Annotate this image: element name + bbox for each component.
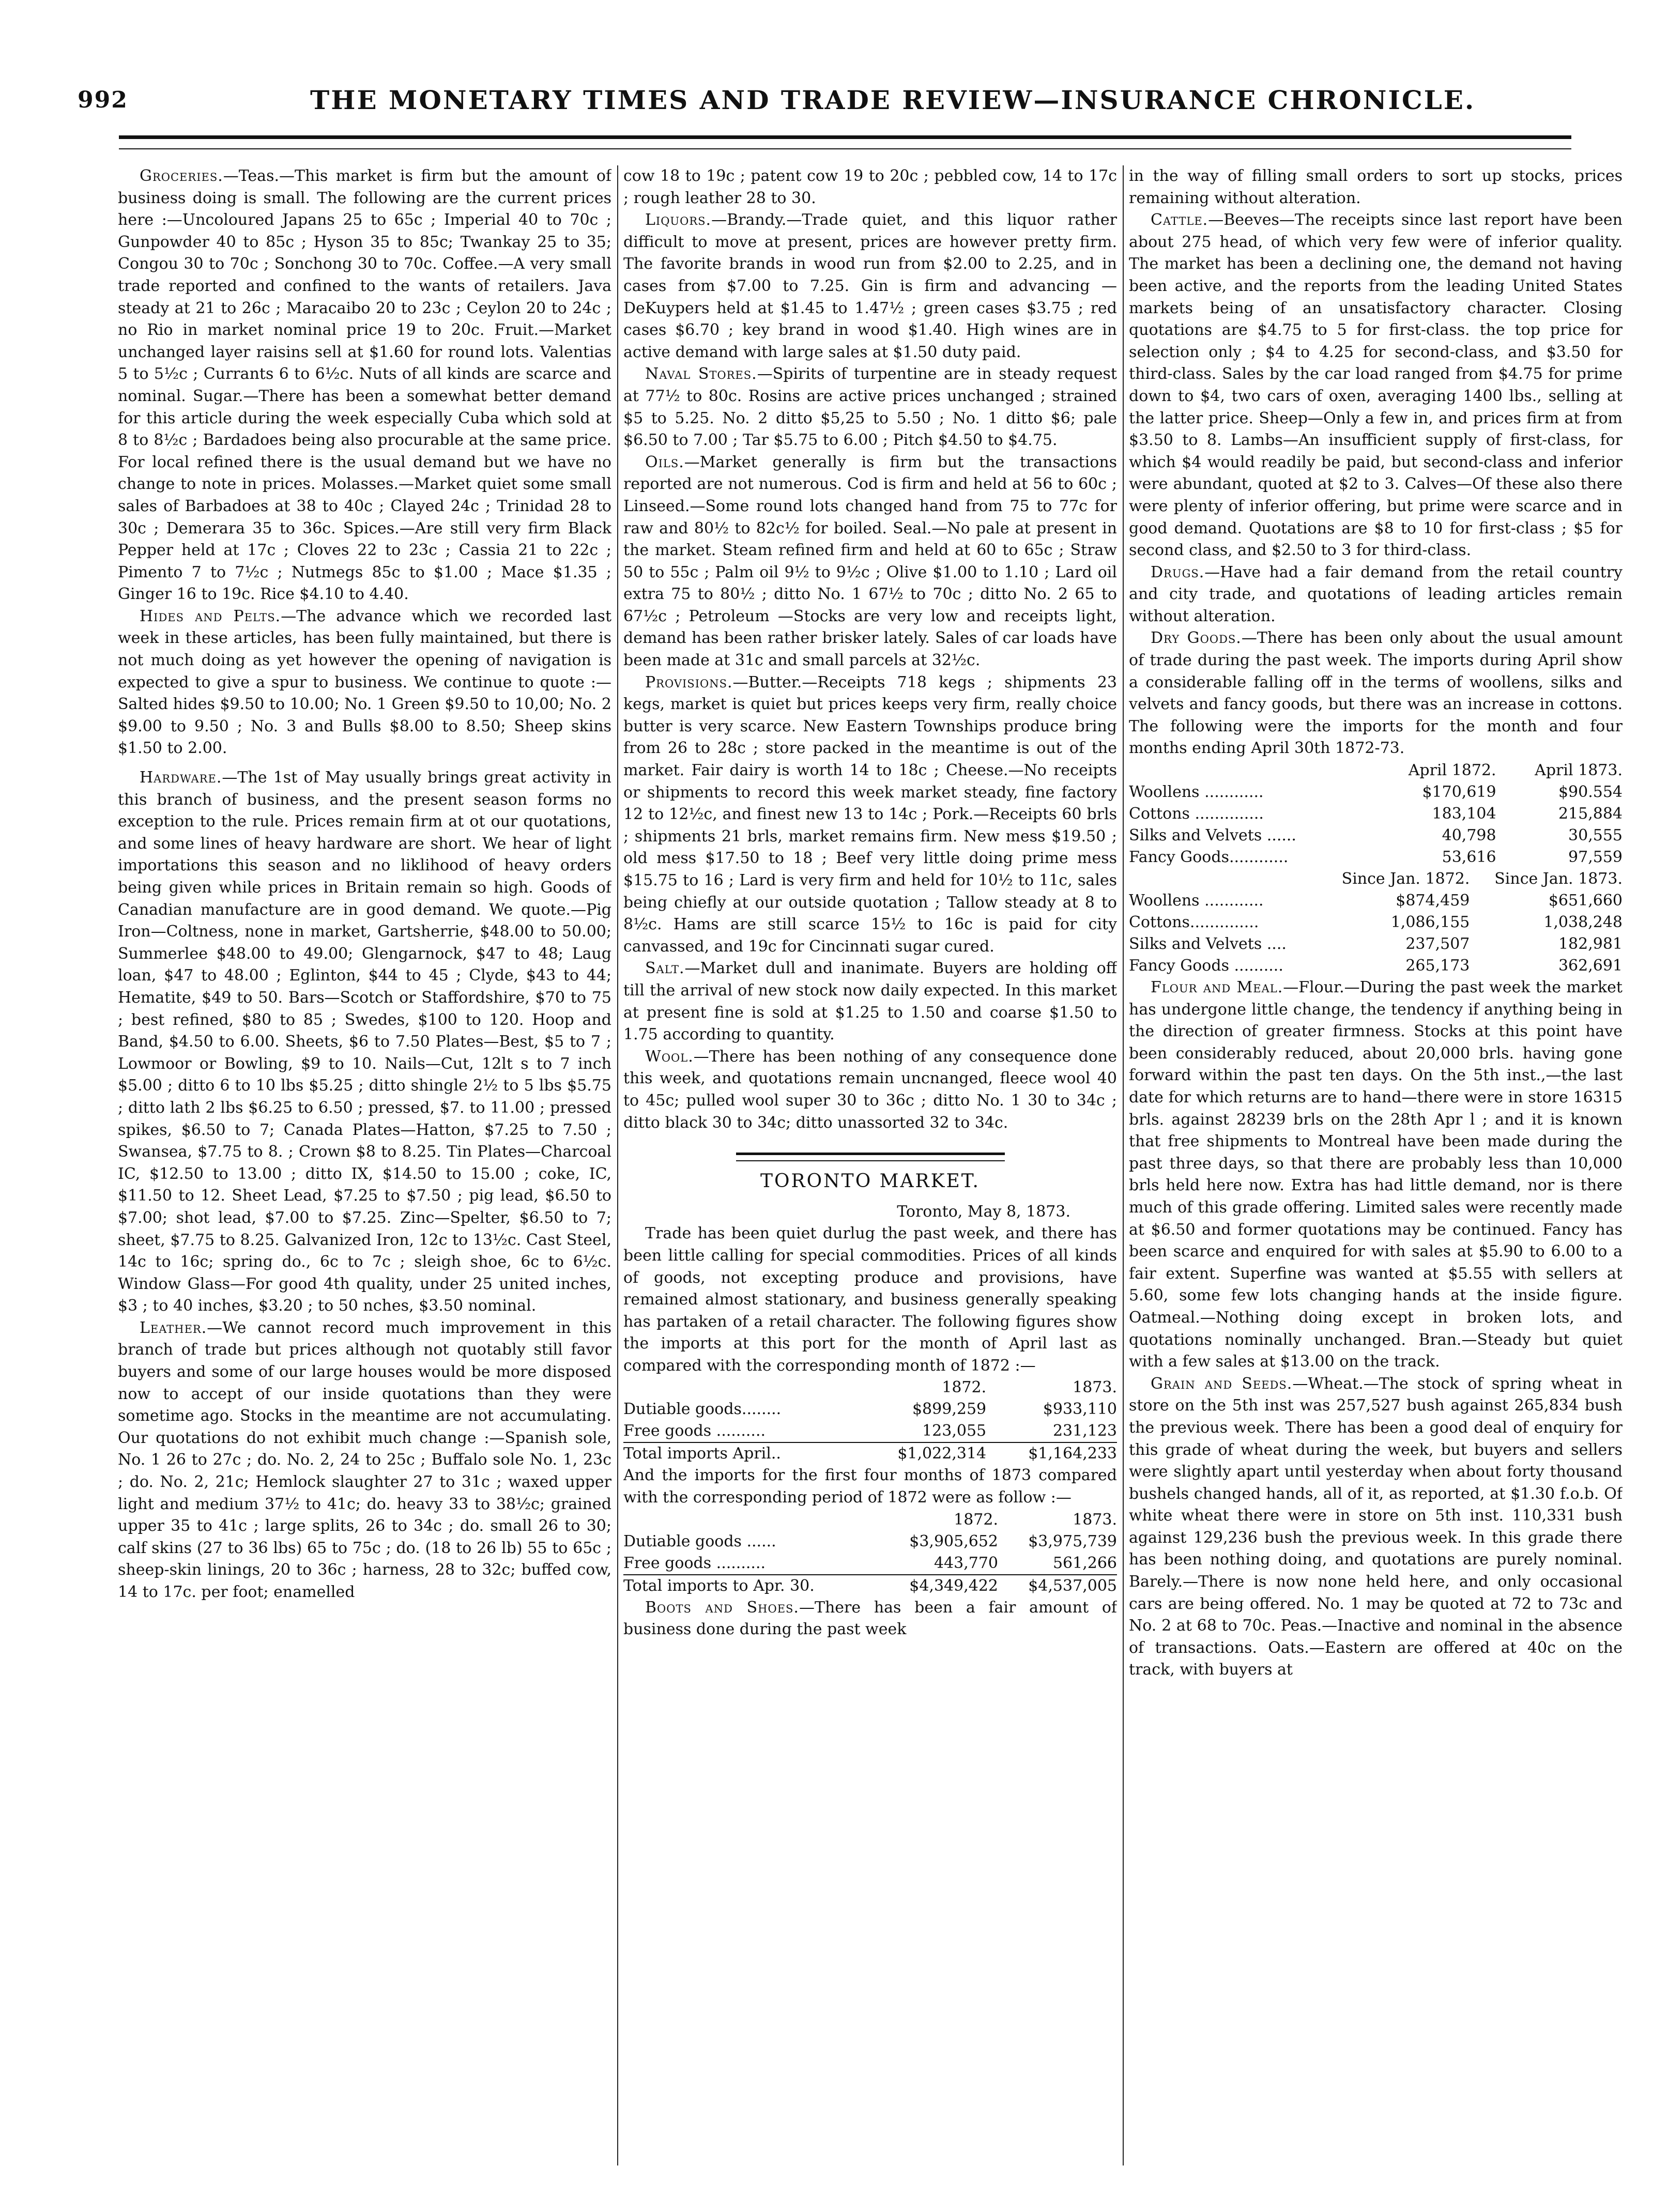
cell-value: $3,905,652	[909, 1532, 999, 1550]
table-row	[623, 1553, 1117, 1575]
dry-goods-paragraph	[1129, 627, 1623, 760]
year-header: 1872.	[942, 1378, 987, 1397]
leather-paragraph	[118, 1317, 611, 1604]
salt-paragraph	[623, 958, 1117, 1046]
drugs-label: Drugs.	[1151, 563, 1205, 581]
naval-stores-paragraph	[623, 363, 1117, 451]
hides-paragraph	[118, 606, 611, 760]
table-row	[1129, 890, 1623, 912]
column-2	[623, 165, 1117, 2165]
row-label: Total imports to Apr. 30.	[623, 1575, 879, 1597]
year-header: 1873.	[1073, 1510, 1117, 1529]
groceries-text: —Teas.—This market is firm but the amount of business doing is small. The following are the current prices here :—Uncoloured Japans 25 to 65c ; Imperial 40 to 70c ; Gunpowder 40 to 85c ; Hyson 35 to 85c; Twankay 25 to 35; Congou 30 to 70c ; Sonchong 30 to 70c. Coffee.—A very small trade reported and confined to the wants of retailers. Java steady at 21 to 26c ; Maracaibo 20 to 23c ; Ceylon 20 to 24c ; no Rio in market nominal price 19 to 20c. Fruit.—Market unchanged layer raisins sell at $1.60 for round lots. Valentias 5 to 5½c ; Currants 6 to 6½c. Nuts of all kinds are scarce and nominal. Sugar.—There has been a somewhat better demand for this article during the week especially Cuba which sold at 8 to 8½c ; Bardadoes being also procurable at the same price. For local refined there is the usual demand but we have no change to note in prices. Molasses.—Market quiet some small sales of Barbadoes at 38 to 40c ; Clayed 24c ; Trinidad 28 to 30c ; Demerara 35 to 36c. Spices.—Are still very firm Black Pepper held at 17c ; Cloves 22 to 23c ; Cassia 21 to 22c ; Pimento 7 to 7½c ; Nutmegs 85c to $1.00 ; Mace $1.35 ; Ginger 16 to 19c. Rice $4.10 to 4.40.	[118, 167, 611, 604]
row-label: Dutiable goods ......	[623, 1532, 776, 1550]
cell-value: $3,975,739	[1028, 1532, 1117, 1550]
table-row	[1129, 955, 1623, 977]
toronto-intro: Trade has been quiet durlug the past week, and there has been little calling for special commodities. Prices of all kinds of goods, not excepting produce and provisions, have remained almost stationary, and business generally speaking has partaken of a retail character. The following figures show the imports at this port for the month of April last as compared with the corresponding month of 1872 :—	[623, 1224, 1117, 1375]
cell-value: $4,349,422	[879, 1575, 998, 1597]
column-header: Since Jan. 1873.	[1494, 870, 1623, 888]
cell-value: $4,537,005	[998, 1575, 1117, 1597]
total-row	[623, 1575, 1117, 1597]
page-number: 992	[78, 87, 128, 113]
cell-value: $899,259	[912, 1400, 987, 1419]
cell-value: 30,555	[1568, 826, 1623, 845]
leather-continued: cow 18 to 19c ; patent cow 19 to 20c ; pebbled cow, 14 to 17c ; rough leather 28 to 30.	[623, 167, 1117, 207]
leather-label: Leather.	[140, 1318, 207, 1337]
cell-value: 443,770	[934, 1554, 999, 1572]
groceries-label: Groceries.	[140, 167, 223, 185]
row-label: Silks and Velvets ....	[1129, 935, 1287, 954]
dry-goods-april-table	[1129, 760, 1623, 868]
year-header: 1872.	[954, 1510, 999, 1529]
table-row	[1129, 803, 1623, 825]
dry-goods-text: —There has been only about the usual amount of trade during the past week. The imports during April show a considerable falling off in the terms of woollens, silks and velvets and fancy goods, but there was an increase in cottons. The following were the imports for the month and four months ending April 30th 1872-73.	[1129, 629, 1623, 758]
table-row	[623, 1420, 1117, 1442]
column-divider	[1123, 165, 1124, 2165]
cattle-text: —Beeves—The receipts since last report have been about 275 head, of which very few were of inferior quality. The market has been a declining one, the demand not having been active, and the reports from the leading United States markets being of an unsatisfactory character. Closing quotations are $4.75 to 5 for first-class. the top price for selection only ; $4 to 4.25 for second-class, and $3.50 for third-class. Sales by the car load ranged from $4.75 for prime down to $4, two cars of oxen, averaging 1400 lbs., selling at the latter price. Sheep—Only a few in, and prices firm at from $3.50 to 8. Lambs—An insufficient supply of first-class, for which $4 would readily be paid, but second-class and inferior were abundant, quoted at $2 to 3. Calves—Of these also there were plenty of inferior offering, but prime were scarce and in good demand. Quotations are $8 to 10 for first-class ; $5 for second class, and $2.50 to 3 for third-class.	[1129, 211, 1623, 560]
cell-value: $170,619	[1422, 783, 1496, 802]
total-row	[623, 1442, 1117, 1465]
boots-continued: in the way of filling small orders to sort up stocks, prices remaining without alteration.	[1129, 167, 1623, 207]
column-divider	[617, 165, 618, 2165]
hides-text: —The advance which we recorded last week in these articles, has been fully maintained, but there is not much doing as yet however the opening of navigation is expected to give a spur to business. We continue to quote :—Salted hides $9.50 to 10.00; No. 1 Green $9.50 to 10,00; No. 2 $9.00 to 9.50 ; No. 3 and Bulls $8.00 to 8.50; Sheep skins $1.50 to 2.00.	[118, 607, 611, 758]
cell-value: 1,038,248	[1543, 913, 1623, 932]
april-imports-table	[623, 1377, 1117, 1465]
cell-value: 231,123	[1052, 1422, 1117, 1440]
oils-paragraph	[623, 452, 1117, 672]
naval-stores-label: Naval Stores.	[645, 365, 757, 383]
drugs-text: —Have had a fair demand from the retail country and city trade, and quotations of leading articles remain without alteration.	[1129, 563, 1623, 625]
wool-text: —There has been nothing of any consequence done this week, and quotations remain uncnanged, fleece wool 40 to 45c; pulled wool super 30 to 36c ; ditto No. 1 30 to 34c ; ditto black 30 to 34c; ditto unassorted 32 to 34c.	[623, 1047, 1117, 1132]
row-label: Dutiable goods........	[623, 1400, 782, 1419]
hides-label: Hides and Pelts.	[140, 607, 281, 625]
row-label: Fancy Goods............	[1129, 848, 1289, 867]
hardware-label: Hardware.	[140, 769, 222, 787]
leather-text: —We cannot record much improvement in this branch of trade but prices although not quotably still favor buyers and some of our large houses would be more disposed now to accept of our inside quotations than they were sometime ago. Stocks in the meantime are not accumulating. Our quotations do not exhibit much change :—Spanish sole, No. 1 26 to 27c ; do. No. 2, 24 to 25c ; Buffalo sole No. 1, 23c ; do. No. 2, 21c; Hemlock slaughter 27 to 31c ; waxed upper light and medium 37½ to 41c; do. heavy 33 to 38½c; grained upper 35 to 41c ; large splits, 26 to 34c ; do. small 26 to 30; calf skins (27 to 36 lbs) 65 to 75c ; do. (18 to 26 lb) 55 to 65c ; sheep-skin linings, 20 to 36c ; harness, 28 to 32c; buffed cow, 14 to 17c. per foot; enamelled	[118, 1318, 611, 1601]
cell-value: 183,104	[1432, 805, 1496, 823]
hardware-text: —The 1st of May usually brings great activity in this branch of business, and the present season forms no exception to the rule. Prices remain firm at ot our quotations, and some lines of heavy hardware are short. We hear of light importations this season and no liklihood of heavy orders being given while prices in Britain remain so high. Goods of Canadian manufacture are in good demand. We quote.—Pig Iron—Coltness, none in market, Gartsherrie, $48.00 to 50.00; Summerlee $48.00 to 49.00; Glengarnock, $47 to 48; Laug loan, $47 to 48.00 ; Eglinton, $44 to 45 ; Clyde, $43 to 44; Hematite, $49 to 50. Bars—Scotch or Staffordshire, $70 to 75 ; best refined, $80 to 85 ; Swedes, $100 to 120. Hoop and Band, $4.50 to 6.00. Sheets, $6 to 7.50 Plates—Best, $5 to 7 ; Lowmoor or Bowling, $9 to 10. Nails—Cut, 12lt s to 7 inch $5.00 ; ditto 6 to 10 lbs $5.25 ; ditto shingle 2½ to 5 lbs $5.75 ; ditto lath 2 lbs $6.25 to 6.50 ; pressed, $7. to 11.00 ; pressed spikes, $6.50 to 7; Canada Plates—Hatton, $7.25 to 7.50 ; Swansea, $7.75 to 8. ; Crown $8 to 8.25. Tin Plates—Charcoal IC, $12.50 to 13.00 ; ditto IX, $14.50 to 15.00 ; coke, IC, $11.50 to 12. Sheet Lead, $7.25 to $7.50 ; pig lead, $6.50 to $7.00; shot lead, $7.00 to $7.25. Zinc—Spelter, $6.50 to 7; sheet, $7.75 to 8.25. Galvanized Iron, 12c to 13½c. Cast Steel, 14c to 16c; spring do., 6c to 7c ; sleigh shoe, 6c to 6½c. Window Glass—For good 4th quality, under 25 united inches, $3 ; to 40 inches, $3.20 ; to 50 nches, $3.50 nominal.	[118, 769, 611, 1315]
section-ornament	[736, 1153, 1005, 1161]
table-row	[1129, 912, 1623, 933]
provisions-text: —Butter.—Receipts 718 kegs ; shipments 23 kegs, market is quiet but prices keeps very firm, really choice butter is very scarce. New Eastern Townships produce bring from 26 to 28c ; store packed in the meantime is out of the market. Fair dairy is worth 14 to 18c ; Cheese.—No receipts or shipments to record this week market steady, fine factory 12 to 12½c, and finest new 13 to 14c ; Pork.—Receipts 60 brls ; shipments 21 brls, market remains firm. New mess $19.50 ; old mess $17.50 to 18 ; Beef very little doing prime mess $15.75 to 16 ; Lard is very firm and held for 10½ to 11c, sales being chiefly at our outside quotation ; Tallow steady at 8 to 8½c. Hams are still scarce 15½ to 16c is paid for city canvassed, and 19c for Cincinnati sugar cured.	[623, 673, 1117, 956]
cell-value: 237,507	[1405, 935, 1470, 954]
cell-value: 53,616	[1442, 848, 1496, 867]
column-1	[118, 165, 611, 2165]
provisions-label: Provisions.	[645, 673, 733, 692]
dry-goods-label: Dry Goods.	[1151, 629, 1242, 648]
liquors-paragraph	[623, 209, 1117, 363]
four-months-imports-table	[623, 1509, 1117, 1597]
table-row	[1129, 933, 1623, 955]
boots-text: —There has been a fair amount of business done during the past week	[623, 1598, 1117, 1639]
row-label: Total imports April..	[623, 1442, 855, 1465]
column-header: April 1872.	[1408, 761, 1496, 780]
table-row	[623, 1399, 1117, 1420]
cell-value: 182,981	[1558, 935, 1623, 954]
cattle-paragraph	[1129, 209, 1623, 562]
cell-value: $1,164,233	[986, 1442, 1117, 1465]
boots-paragraph	[623, 1597, 1117, 1641]
row-label: Cottons ..............	[1129, 805, 1264, 823]
header-rule	[119, 135, 1571, 149]
cell-value: 561,266	[1052, 1554, 1117, 1572]
column-3	[1129, 165, 1623, 2165]
column-header: April 1873.	[1535, 761, 1623, 780]
column-header: Since Jan. 1872.	[1341, 870, 1470, 888]
flour-label: Flour and Meal.	[1151, 978, 1283, 997]
salt-text: —Market dull and inanimate. Buyers are holding off till the arrival of new stock now daily expected. In this market at present fine is sold at $1.25 to 1.50 and coarse $1.50 to 1.75 according to quantity.	[623, 959, 1117, 1044]
toronto-market-heading: TORONTO MARKET.	[760, 1171, 980, 1192]
liquors-label: Liquors.	[645, 211, 712, 229]
oils-label: Oils.	[645, 453, 684, 471]
provisions-paragraph	[623, 672, 1117, 958]
cell-value: 97,559	[1568, 848, 1623, 867]
hardware-paragraph	[118, 767, 611, 1317]
cell-value: $933,110	[1043, 1400, 1117, 1419]
cell-value: $874,459	[1396, 892, 1470, 910]
salt-label: Salt.	[645, 959, 685, 978]
cell-value: 40,798	[1442, 826, 1496, 845]
cell-value: 123,055	[922, 1422, 987, 1440]
wool-label: Wool.	[645, 1047, 694, 1066]
cell-value: 362,691	[1558, 957, 1623, 975]
cattle-label: Cattle.	[1151, 211, 1208, 229]
row-label: Silks and Velvets ......	[1129, 826, 1296, 845]
grain-label: Grain and Seeds.	[1151, 1374, 1293, 1393]
table-row	[623, 1531, 1117, 1553]
cell-value: $1,022,314	[855, 1442, 986, 1465]
row-label: Woollens ............	[1129, 783, 1264, 802]
row-label: Free goods ..........	[623, 1554, 766, 1572]
grain-text: —Wheat.—The stock of spring wheat in store on the 5th inst was 257,527 bush against 265,834 bush the previous week. There has been a good deal of enquiry for this grade of wheat during the week, but buyers and sellers were slightly apart until yesterday when about forty thousand bushels changed hands, all of it, as reported, at $1.30 f.o.b. Of white wheat there were in store on 5th inst. 110,331 bush against 129,236 bush the previous week. In this grade there has been nothing doing, and quotations are purely nominal. Barely.—There is now none held here, and only occasional cars are being offered. No. 1 may be quoted at 72 to 73c and No. 2 at 68 to 70c. Peas.—Inactive and nominal in the absence of transactions. Oats.—Eastern are offered at 40c on the track, with buyers at	[1129, 1374, 1623, 1679]
flour-paragraph	[1129, 977, 1623, 1373]
table-row	[1129, 781, 1623, 803]
cell-value: 265,173	[1405, 957, 1470, 975]
row-label: Fancy Goods ..........	[1129, 957, 1283, 975]
cell-value: $651,660	[1548, 892, 1623, 910]
cell-value: $90.554	[1558, 783, 1623, 802]
flour-text: —Flour.—During the past week the market has undergone little change, the tendency if anything being in the direction of greater firmness. Stocks at this point have been considerably reduced, about 20,000 brls. having gone forward within the past ten days. On the 5th inst.,—the last date for which returns are to hand—there were in store 16315 brls. against 28239 brls on the 28th Apr l ; and it is known that free shipments to Montreal have been made during the past three days, so that there are probably less than 10,000 brls held here now. Extra has had little demand, nor is there much of this grade offering. Limited sales were recently made at $6.50 and former quotations may be continued. Fancy has been scarce and enquired for with sales at $5.90 to 6.00 to a fair extent. Superfine was wanted at $5.55 with sellers at 5.60, some few lots changing hands at the inside figure. Oatmeal.—Nothing doing except in broken lots, and quotations nominally unchanged. Bran.—Steady but quiet with a few sales at $13.00 on the track.	[1129, 978, 1623, 1371]
four-months-intro: And the imports for the first four months of 1873 compared with the corresponding period of 1872 were as follow :—	[623, 1466, 1117, 1507]
boots-label: Boots and Shoes.	[645, 1598, 799, 1617]
groceries-paragraph	[118, 165, 611, 606]
cell-value: 1,086,155	[1390, 913, 1470, 932]
naval-stores-text: —Spirits of turpentine are in steady request at 77½ to 80c. Rosins are active prices unchanged ; strained $5 to 5.25. No. 2 ditto $5,25 to 5.50 ; No. 1 ditto $6; pale $6.50 to 7.00 ; Tar $5.75 to 6.00 ; Pitch $4.50 to $4.75.	[623, 365, 1117, 450]
wool-paragraph	[623, 1046, 1117, 1134]
table-row	[1129, 825, 1623, 847]
toronto-dateline: Toronto, May 8, 1873.	[897, 1202, 1070, 1221]
year-header: 1873.	[1073, 1378, 1117, 1397]
table-row	[1129, 847, 1623, 868]
running-title: THE MONETARY TIMES AND TRADE REVIEW—INSURANCE CHRONICLE.	[310, 85, 1476, 115]
liquors-text: —Brandy.—Trade quiet, and this liquor rather difficult to move at present, prices are however pretty firm. The favorite brands in wood run from $2.00 to 2.25, and in cases from $7.00 to 7.25. Gin is firm and advancing —DeKuypers held at $1.45 to 1.47½ ; green cases $3.75 ; red cases $6.70 ; key brand in wood $1.40. High wines are in active demand with large sales at $1.50 duty paid.	[623, 211, 1117, 361]
row-label: Free goods ..........	[623, 1422, 766, 1440]
row-label: Woollens ............	[1129, 892, 1264, 910]
dry-goods-since-jan-table	[1129, 868, 1623, 977]
oils-text: —Market generally is firm but the transactions reported are not numerous. Cod is firm and held at 56 to 60c ; Linseed.—Some round lots changed hand from 75 to 77c for raw and 80½ to 82c½ for boiled. Seal.—No pale at present in the market. Steam refined firm and held at 60 to 65c ; Straw 50 to 55c ; Palm oil 9½ to 9½c ; Olive $1.00 to 1.10 ; Lard oil extra 75 to 80½ ; ditto No. 1 67½ to 70c ; ditto No. 2 65 to 67½c ; Petroleum —Stocks are very low and receipts light, demand has been rather brisker lately. Sales of car loads have been made at 31c and small parcels at 32½c.	[623, 453, 1117, 670]
row-label: Cottons..............	[1129, 913, 1259, 932]
cell-value: 215,884	[1558, 805, 1623, 823]
grain-paragraph	[1129, 1373, 1623, 1681]
drugs-paragraph	[1129, 562, 1623, 628]
